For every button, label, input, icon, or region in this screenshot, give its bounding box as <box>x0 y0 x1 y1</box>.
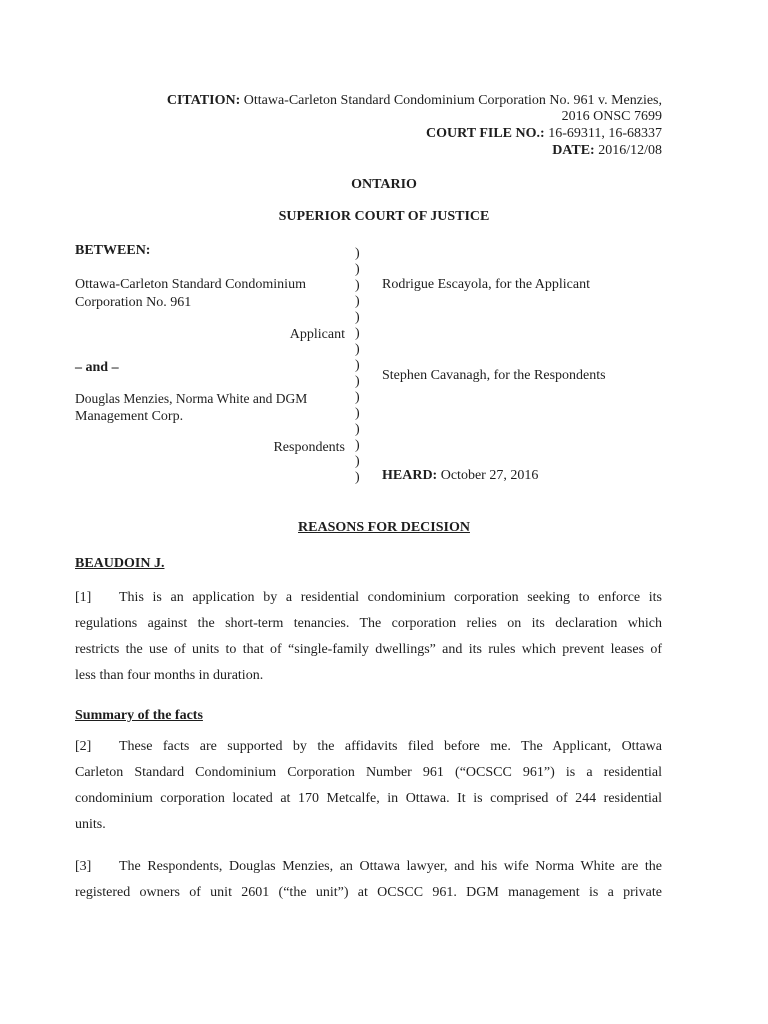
paren: ) <box>355 262 360 277</box>
paren: ) <box>355 326 360 341</box>
paragraph-3 <box>75 854 662 906</box>
paren: ) <box>355 422 360 437</box>
date-label: DATE: <box>552 143 595 158</box>
paragraph-text: This is an application by a residential condominium corporation seeking to enforce its <box>119 590 662 605</box>
judge-name: BEAUDOIN J. <box>75 556 165 571</box>
respondents-name-line-1: Douglas Menzies, Norma White and DGM <box>75 391 308 406</box>
paragraph-line: Carleton Standard Condominium Corporation Number 961 (“OCSCC 961”) is a residential <box>75 765 662 780</box>
paragraph-line <box>75 734 662 760</box>
citation-neutral: 2016 ONSC 7699 <box>561 109 662 124</box>
paren: ) <box>355 438 360 453</box>
respondents-label: Respondents <box>273 440 345 455</box>
summary-heading: Summary of the facts <box>75 708 203 723</box>
and-separator: – and – <box>75 360 119 375</box>
heard-line <box>382 468 538 484</box>
court-file-value: 16-69311, 16-68337 <box>548 126 662 141</box>
paragraph-line: less than four months in duration. <box>75 668 264 683</box>
heard-value: October 27, 2016 <box>440 468 539 483</box>
paragraph-line: restricts the use of units to that of “single-family dwellings” and its rules which prevent leases of <box>75 642 662 657</box>
paren: ) <box>355 310 360 325</box>
paren: ) <box>355 406 360 421</box>
between-label: BETWEEN: <box>75 243 151 258</box>
counsel-respondents: Stephen Cavanagh, for the Respondents <box>382 368 606 383</box>
counsel-applicant: Rodrigue Escayola, for the Applicant <box>382 277 590 292</box>
citation-line <box>167 93 662 109</box>
court-file-line <box>426 126 662 142</box>
applicant-name-line-1: Ottawa-Carleton Standard Condominium <box>75 277 306 292</box>
court-name: SUPERIOR COURT OF JUSTICE <box>278 209 490 224</box>
citation-text: Ottawa-Carleton Standard Condominium Corporation No. 961 v. Menzies, <box>243 93 662 108</box>
citation-label: CITATION: <box>166 93 241 108</box>
paragraph-line: units. <box>75 817 106 832</box>
paragraph-line: condominium corporation located at 170 Metcalfe, in Ottawa. It is comprised of 244 residential <box>75 791 662 806</box>
paragraph-1 <box>75 585 662 689</box>
paren: ) <box>355 358 360 373</box>
applicant-label: Applicant <box>289 327 345 342</box>
reasons-title: REASONS FOR DECISION <box>298 520 470 535</box>
paren: ) <box>355 390 360 405</box>
paren: ) <box>355 454 360 469</box>
paragraph-number: [1] <box>75 590 92 605</box>
respondents-name-line-2: Management Corp. <box>75 409 184 424</box>
heard-label: HEARD: <box>382 468 438 483</box>
paren: ) <box>355 278 360 293</box>
paragraph-text: The Respondents, Douglas Menzies, an Ottawa lawyer, and his wife Norma White are the <box>119 859 662 874</box>
applicant-name-line-2: Corporation No. 961 <box>75 295 192 310</box>
paragraph-line <box>75 585 662 611</box>
date-line <box>552 143 662 159</box>
court-file-label: COURT FILE NO.: <box>426 126 545 141</box>
paragraph-2 <box>75 734 662 838</box>
paren: ) <box>355 374 360 389</box>
paren: ) <box>355 342 360 357</box>
date-value: 2016/12/08 <box>598 143 662 158</box>
paren: ) <box>355 246 360 261</box>
paren: ) <box>355 470 360 485</box>
paragraph-line <box>75 854 662 880</box>
paragraph-text: These facts are supported by the affidavits filed before me. The Applicant, Ottawa <box>119 739 662 754</box>
paragraph-number: [2] <box>75 739 92 754</box>
jurisdiction: ONTARIO <box>351 177 417 192</box>
paragraph-line: regulations against the short-term tenancies. The corporation relies on its declaration which <box>75 616 662 631</box>
paragraph-number: [3] <box>75 859 92 874</box>
paren: ) <box>355 294 360 309</box>
paragraph-line: registered owners of unit 2601 (“the unit”) at OCSCC 961. DGM management is a private <box>75 885 662 900</box>
